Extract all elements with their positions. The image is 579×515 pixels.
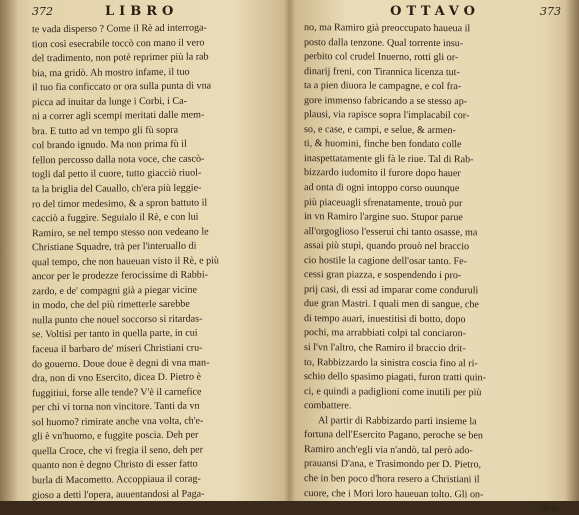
text-line: combattere. [304,400,352,412]
text-line: ta a pien diuora le campagne, e col fra- [304,80,462,93]
text-line: ci, e quindi a padiglioni come inutili per più [304,385,482,399]
text-line: ad onta di ogni intoppo corso ouunque [304,182,460,195]
right-page-text [304,22,561,502]
text-line: Ramiro, se nel tempo stesso non vedeano le [32,226,209,239]
text-line: assai più stupì, quando prouò nel braccio [304,240,470,253]
left-running-head [32,4,279,22]
text-line: col brando ignudo. Ma non prima fù il [32,139,187,152]
text-line: cacciò a fuggire. Seguialo il Rè, e con lui [32,211,199,225]
text-line: gli è vn'huomo, e fuggite poscia. Deh per [32,429,199,443]
text-line: ro del timor medesimo, & a spron battuto il [32,197,208,210]
text-line: in modo, che del più rimetterle sarebbe [32,299,190,312]
text-line: quella Croce, che vi fregia il seno, deh per [32,444,203,458]
left-page-text [32,22,279,502]
text-line: no, ma Ramiro già preoccupato haueua il [304,22,471,35]
text-line: qual tempo, che non haueuan visto il Rè, e più [32,255,219,269]
text-line: tion così esecrabile toccò con mano il vero [32,37,205,50]
text-line: ti, & huomini, finche ben fondato colle [304,138,462,151]
text-line: fortuna dell'Esercito Pagano, peroche se ben [304,429,483,442]
text-line: il tuo fia conficcato or ora sulla punta di vna [32,80,212,94]
text-line: di tempo auari, inuestitisi di botto, dopo [304,313,466,326]
text-line: schio dello spasimo piagati, furon tratti quin- [304,371,486,384]
text-line: pochi, ma arrabbiati colpi tal conciaron- [304,327,466,340]
catchword: deg- [541,503,559,515]
text-line: cuore, che i Mori loro haueuan tolto. Gli on- [304,487,484,500]
text-line: fellon percosso dalla nota voce, che cascò- [32,153,205,167]
text-line: posto dalla tenzone. Qual torrente insu- [304,36,464,49]
text-line: ni a correr agli scempi meritati dalle mem- [32,109,205,123]
text-line: più piaceuagli sfrenatamente, trouò pur [304,196,463,209]
text-line: fuggitiui, forse alle tende? V'è il carnefice [32,386,202,399]
text-line: burla di Macometto. Accoppiaua il corag- [32,473,201,487]
text-line: che in ben poco d'hora resero a Christiani il [304,473,480,486]
left-page [0,0,289,501]
text-line: bra. E tutto ad vn tempo gli fù sopra [32,124,179,138]
text-line: gore immenso fabricando a se stesso ap- [304,94,468,107]
text-line: to, Rabbizzardo la sinistra coscia fino al ri- [304,356,478,369]
text-line: gioso a detti l'opera, auuentandosi al Paga- [32,487,205,501]
right-running-head [304,4,561,22]
right-page [290,0,579,515]
text-line: picca ad inuitar da lunge i Corbi, i Ca- [32,95,188,109]
text-line: Christiane Squadre, trà per l'interuallo di [32,240,197,254]
text-line: cessi gran piazza, e sospendendo i pro- [304,269,462,282]
text-line: se. Voltisi per tanto in quella parte, in cui [32,328,198,341]
text-line: Al partir di Rabbizardo partì insieme la [318,414,477,428]
text-line: do gouerno. Doue doue è degni di vna man- [32,357,210,370]
text-line: faceua il barbaro de' miseri Christiani cru- [32,342,203,356]
left-page-number: 372 [32,5,53,18]
text-line: te vada disperso ? Come il Rè ad interroga- [32,22,207,36]
text-line: quanto non è degno Christo di esser fatto [32,458,198,472]
text-line: sol huomo? rimirate anche vna volta, ch'e- [32,415,204,429]
text-line: nulla punto che nouel soccorso si ritardas- [32,313,203,327]
text-line: prij casi, di essi ad imparar come conduruli [304,283,479,297]
right-running-title: OTTAVO [390,4,480,19]
text-line: bizzardo iudomito il furore dopo hauer [304,167,461,180]
text-line: cio hostile la cagione dell'osar tanto. Fe- [304,254,467,267]
text-line: ancor per le prodezze ferocissime di Rabbi- [32,269,208,283]
text-line: ta la briglia del Cauallo, ch'era più leggie- [32,182,202,196]
text-line: in vn Ramiro l'argine suo. Stupor parue [304,211,463,224]
text-line: due gran Mastri. I quali men di sangue, che [304,298,479,311]
text-line: per chi vi torna non vincitore. Tanti da vn [32,400,200,414]
text-line: perbito col crudel Inuerno, rotti gli or- [304,51,459,64]
text-line: inaspettatamente gli fà le riue. Tal di Rab- [304,153,474,166]
text-line: bia, ma gridò. Ah mostro infame, il tuo [32,66,190,79]
text-line: togli dal petto il cuore, tutto giacciò riuol- [32,167,202,181]
text-line: all'orgoglioso l'esserui chi tanto osasse, ma [304,225,478,238]
text-line: dra, non di vno Esercito, dicea D. Pietro è [32,371,202,385]
text-line: Ramiro anch'egli via n'andò, tal però ado- [304,443,473,457]
right-page-number: 373 [540,5,561,18]
text-line: si l'vn l'altro, che Ramiro il braccio drit- [304,342,466,355]
text-line: dinarij freni, con Tirannica licenza tut- [304,65,460,78]
text-line: plausi, via rapisce sopra l'implacabil cor- [304,109,470,122]
text-line: zardo, e de' compagni già a piegar vicine [32,284,197,298]
text-line: del tradimento, non potè reprimer più la rab [32,51,209,65]
text-line: prauansi D'ana, e Trasimondo per D. Pietro, [304,458,482,471]
text-line: so, e case, e campi, e selue, & armen- [304,123,456,136]
left-running-title: LIBRO [105,4,179,19]
